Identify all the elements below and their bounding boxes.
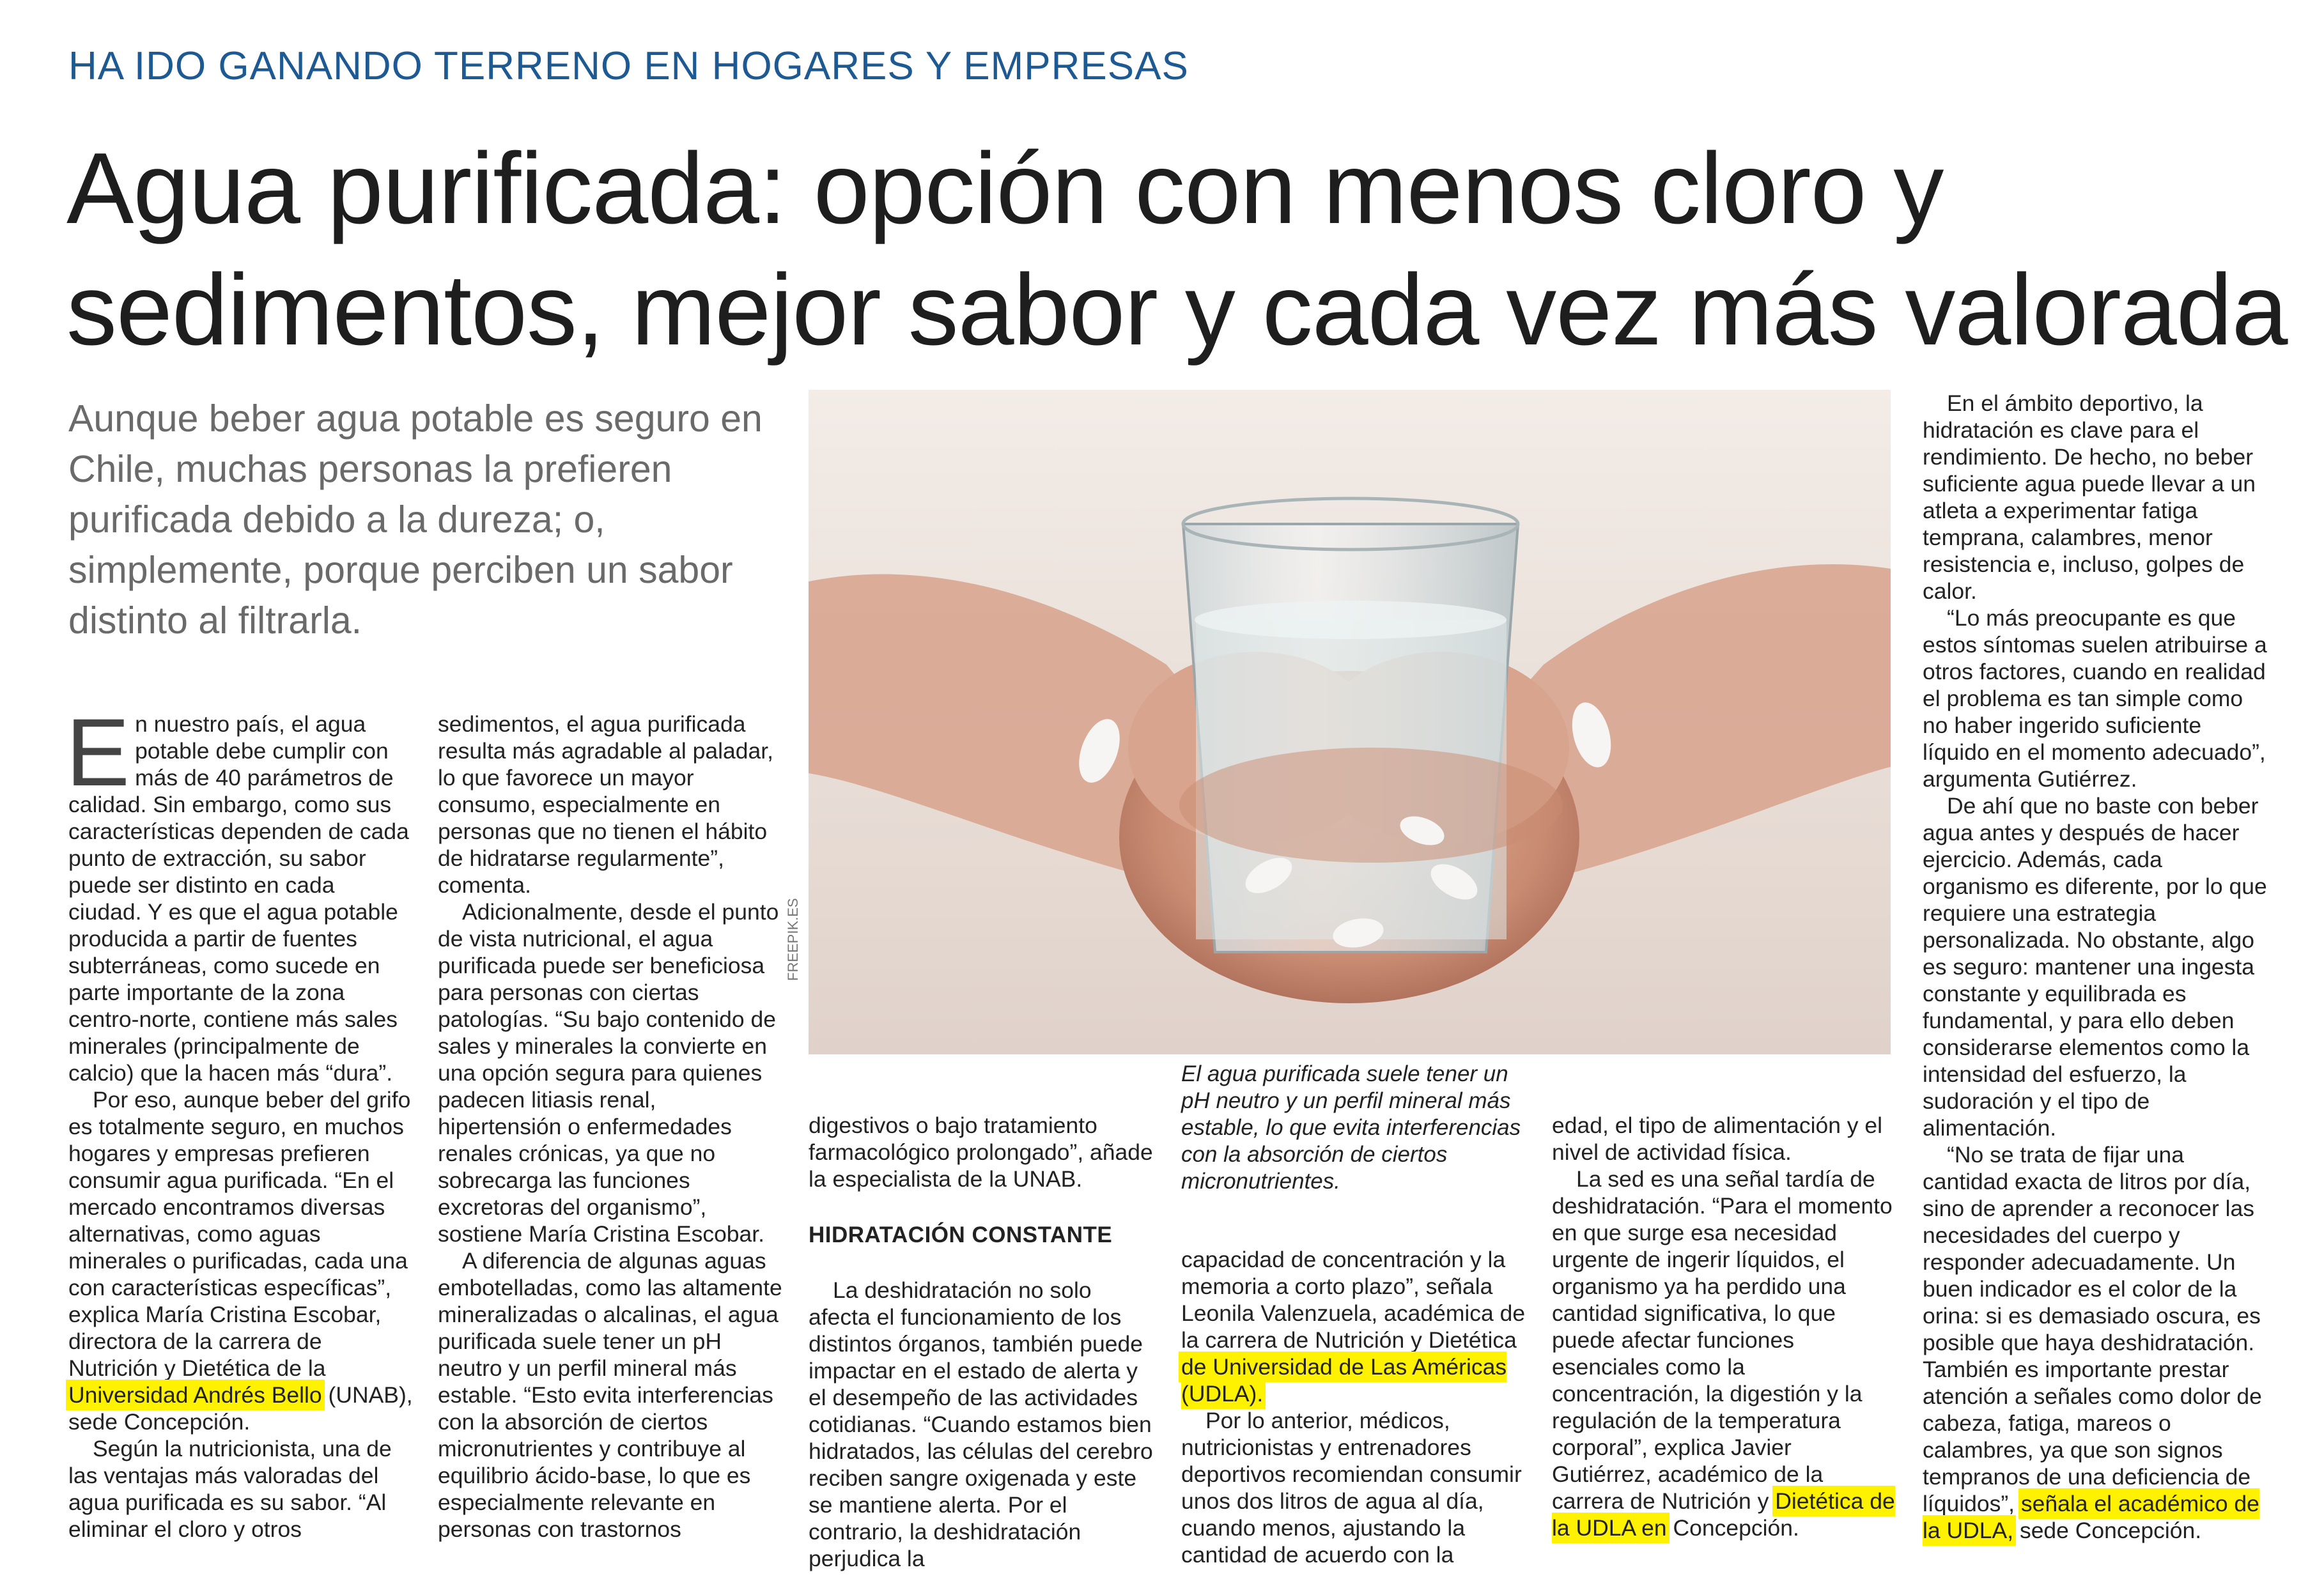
paragraph: Según la nutricionista, una de las ventajas más valoradas del agua purificada es su sabor. “Al eliminar el cloro y otros [68, 1436, 392, 1542]
paragraph [1552, 1166, 1897, 1541]
paragraph: sedimentos, el agua purificada resulta más agradable al paladar, lo que favorece un mayor consumo, especialmente en personas que no tienen el hábito de hidratarse regularmente”, comenta. [438, 711, 773, 898]
highlighted-text: Dietética de la UDLA en [1552, 1488, 1895, 1541]
paragraph [66, 698, 414, 1086]
article-column-1 [66, 698, 414, 1543]
paragraph: digestivos o bajo tratamiento farmacológico prolongado”, añade la especialista de la UNAB. [809, 1113, 1153, 1192]
headline-line-2: sedimentos, mejor sabor y cada vez más valorada [66, 254, 2288, 366]
article-column-5 [1552, 1112, 1897, 1541]
headline [66, 128, 2288, 371]
highlighted-text: Universidad Andrés Bello [68, 1382, 322, 1408]
article-column-2 [438, 711, 783, 1543]
subhead: HIDRATACIÓN CONSTANTE [809, 1222, 1113, 1247]
article-column-4 [1181, 1246, 1526, 1568]
paragraph-text: Concepción. [1673, 1515, 1799, 1541]
paragraph [1181, 1246, 1526, 1407]
paragraph-text: n nuestro país, el agua potable debe cumplir con más de 40 parámetros de calidad. Sin embargo, como sus características dependen de cada punto de extracción, su sabor puede ser distinto en cada ciudad. Y es que el agua potable producida a partir de fuentes subterráneas, como sucede en parte importante de la zona centro-norte, contiene más sales minerales (principalmente de calcio) que la hacen más “dura”. [68, 711, 409, 1086]
paragraph: En el ámbito deportivo, la hidratación es clave para el rendimiento. De hecho, no beber suficiente agua puede llevar a un atleta a experimentar fatiga temprana, calambres, menor resistencia e, incluso, golpes de calor. [1923, 390, 2256, 604]
paragraph [1923, 1141, 2271, 1544]
paragraph: Adicionalmente, desde el punto de vista nutricional, el agua purificada puede ser beneficiosa para personas con ciertas patologías. “Su bajo contenido de sales y minerales la convierte en una opción segura para quienes padecen litiasis renal, hipertensión o enfermedades renales crónicas, ya que no sobrecarga las funciones excretoras del organismo”, sostiene María Cristina Escobar. [438, 899, 779, 1247]
photo-hands-holding-glass [809, 390, 1891, 1054]
paragraph-text: capacidad de concentración y la memoria a corto plazo”, señala Leonila Valenzuela, académica de la carrera de Nutrición y Dietética [1181, 1247, 1526, 1353]
deck-lead: Aunque beber agua potable es seguro en Chile, muchas personas la prefieren purificada debido a la dureza; o, simplemente, porque perciben un sabor distinto al filtrarla. [68, 397, 763, 642]
highlighted-text: señala el académico de la UDLA, [1923, 1491, 2259, 1543]
paragraph: “Lo más preocupante es que estos síntomas suelen atribuirse a otros factores, cuando en realidad el problema es tan simple como no haber ingerido suficiente líquido en el momento adecuado”, argumenta Gutiérrez. [1923, 605, 2267, 792]
photo-credit: FREEPIK.ES [785, 898, 801, 981]
article-column-3 [809, 1112, 1154, 1572]
paragraph-text: “No se trata de fijar una cantidad exacta de litros por día, sino de aprender a reconocer las necesidades del cuerpo y responder adecuadamente. Un buen indicador es el color de la orina: si es demasiado oscura, es posible que haya deshidratación. También es importante prestar atención a señales como dolor de cabeza, fatiga, mareos o calambres, ya que son signos tempranos de una deficiencia de líquidos”, [1923, 1142, 2262, 1516]
paragraph: A diferencia de algunas aguas embotelladas, como las altamente mineralizadas o alcalinas, el agua purificada suele tener un pH neutro y un perfil mineral más estable. “Esto evita interferencias con la absorción de ciertos micronutrientes y contribuye al equilibrio ácido-base, lo que es especialmente relevante en personas con trastornos [438, 1248, 782, 1542]
paragraph: edad, el tipo de alimentación y el nivel de actividad física. [1552, 1113, 1883, 1165]
paragraph: La deshidratación no solo afecta el funcionamiento de los distintos órganos, también puede impactar en el estado de alerta y el desempeño de las actividades cotidianas. “Cuando estamos bien hidratados, las células del cerebro reciben sangre oxigenada y este se mantiene alerta. Por el contrario, la deshidratación perjudica la [809, 1277, 1153, 1571]
paragraph: De ahí que no baste con beber agua antes y después de hacer ejercicio. Además, cada organismo es diferente, por lo que requiere una estrategia personalizada. No obstante, algo es seguro: mantener una ingesta constante y equilibrada es fundamental, y para ello deben considerarse elementos como la intensidad del esfuerzo, la sudoración y el tipo de alimentación. [1923, 793, 2267, 1141]
article-column-6 [1923, 390, 2271, 1544]
headline-line-1: Agua purificada: opción con menos cloro y [66, 132, 1944, 245]
paragraph-text: sede Concepción. [2019, 1518, 2202, 1543]
section-kicker: HA IDO GANANDO TERRENO EN HOGARES Y EMPRESAS [68, 44, 1189, 88]
drop-cap: E [66, 698, 130, 806]
paragraph [68, 1086, 414, 1435]
photo-illustration [809, 390, 1891, 1054]
paragraph-text: Por eso, aunque beber del grifo es totalmente seguro, en muchos hogares y empresas prefieren consumir agua purificada. “En el mercado encontramos diversas alternativas, como aguas minerales o purificadas, cada una con características específicas”, explica María Cristina Escobar, directora de la carrera de Nutrición y Dietética de la [68, 1087, 411, 1381]
paragraph-text: (UNAB), sede Concepción. [68, 1382, 413, 1435]
highlighted-text: de Universidad de Las Américas (UDLA). [1181, 1354, 1507, 1406]
photo-caption: El agua purificada suele tener un pH neutro y un perfil mineral más estable, lo que evita interferencias con la absorción de ciertos micronutrientes. [1181, 1061, 1521, 1194]
paragraph-text: La sed es una señal tardía de deshidratación. “Para el momento en que surge esa necesidad urgente de ingerir líquidos, el organismo ya ha perdido una cantidad significativa, lo que puede afectar funciones esenciales como la concentración, la digestión y la regulación de la temperatura corporal”, explica Javier Gutiérrez, académico de la carrera de Nutrición y [1552, 1166, 1893, 1514]
paragraph: Por lo anterior, médicos, nutricionistas y entrenadores deportivos recomiendan consumir unos dos litros de agua al día, cuando menos, ajustando la cantidad de acuerdo con la [1181, 1408, 1522, 1568]
